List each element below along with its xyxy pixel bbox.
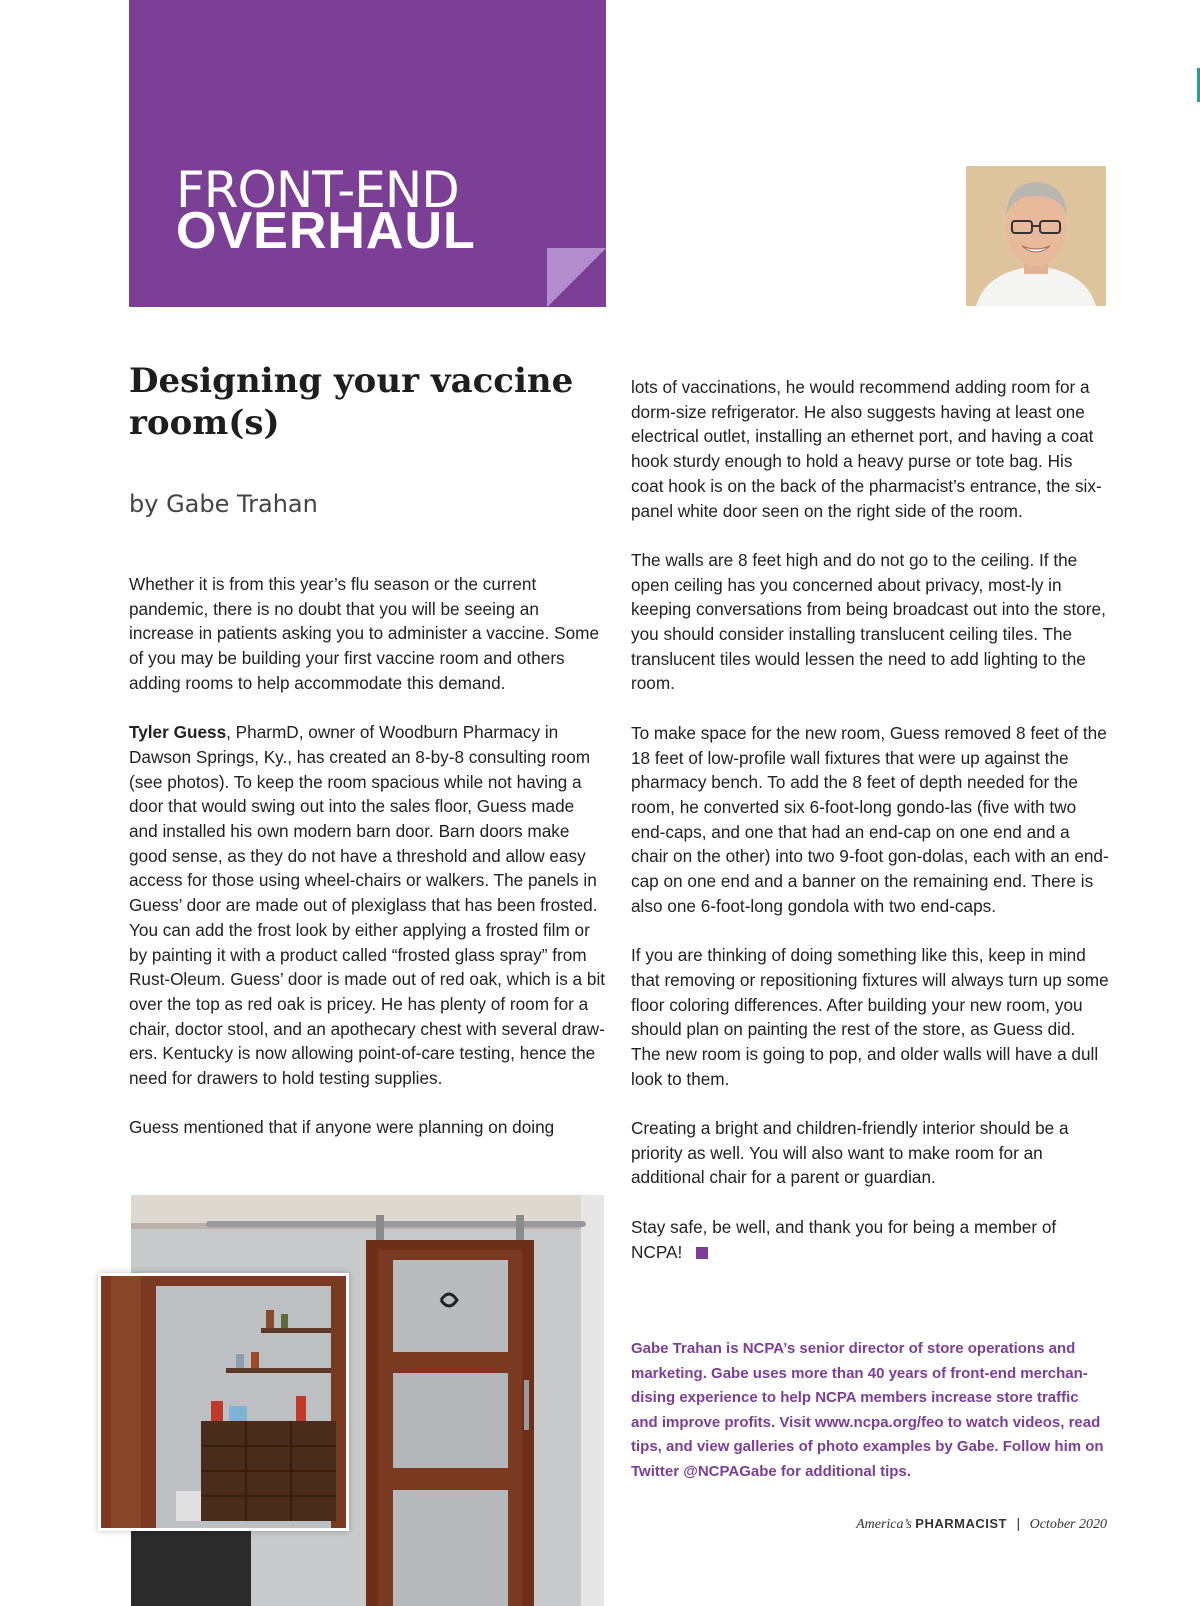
department-title: OVERHAUL [176, 202, 476, 260]
article-paragraph: To make space for the new room, Guess removed 8 feet of the 18 feet of low-profile wall fixtures that were up against the pharmacy bench. To add the 8 feet of depth needed for the room, he converted six 6-foot-long gondo-las (five with two end-caps, and one that had an end-cap on one end and a chair on the other) into two 9-foot gon-dolas, each with an end-cap on one end and a banner on the remaining end. There is also one 6-foot-long gondola with two end-caps. [631, 722, 1109, 916]
department-kicker: FRONT-END [176, 161, 459, 219]
footer-issue-date: October 2020 [1029, 1517, 1107, 1532]
article-paragraph: lots of vaccinations, he would recommend adding room for a dorm-size refrigerator. He also suggests having at least one electrical outlet, installing an ethernet port, and having a coat hook sturdy enough to hold a heavy purse or tote bag. His coat hook is on the back of the pharmacist’s entrance, the six-panel white door seen on the right side of the room. [631, 377, 1102, 521]
footer-separator: | [1016, 1515, 1021, 1531]
article-paragraph: If you are thinking of doing something like this, keep in mind that removing or repositioning fixtures will always turn up some floor coloring differences. After building your new room, you should plan on painting the rest of the store, as Guess did. The new room is going to pop, and older walls will have a dull look to them. [631, 945, 1109, 1089]
department-banner [129, 0, 606, 307]
article-paragraph: Creating a bright and children-friendly interior should be a priority as well. You will also want to make room for an additional chair for a parent or guardian. [631, 1118, 1069, 1188]
article-column-left [129, 572, 607, 1165]
apothecary-chest-photo [98, 1273, 349, 1531]
page-fold-corner [547, 248, 606, 307]
paragraph-text: , PharmD, owner of Woodburn Pharmacy in Dawson Springs, Ky., has created an 8-by-8 consulting room (see photos). To keep the room spacious while not having a door that would swing out into the sales floor, Guess made and installed his own modern barn door. Barn doors make good sense, as they do not have a threshold and allow easy access for those using wheel-chairs or walkers. The panels in Guess’ door are made out of plexiglass that has been frosted. You can add the frost look by either applying a frosted film or by painting it with a product called “frosted glass spray” from Rust-Oleum. Guess’ door is made out of red oak, which is a bit over the top as red oak is pricey. He has plenty of room for a chair, doctor stool, and an apothecary chest with several draw-ers. Kentucky is now allowing point-of-care testing, hence the need for drawers to hold testing supplies. [129, 722, 606, 1089]
article-paragraph: The walls are 8 feet high and do not go to the ceiling. If the open ceiling has you concerned about privacy, most-ly in keeping conversations from being broadcast out into the store, you should consider installing translucent ceiling tiles. The translucent tiles would lessen the need to add lighting to the room. [631, 549, 1106, 694]
article-paragraph: Guess mentioned that if anyone were planning on doing [129, 1117, 555, 1138]
author-portrait-image [966, 166, 1106, 306]
article-paragraph: Whether it is from this year’s flu season or the current pandemic, there is no doubt that you will be seeing an increase in patients asking you to administer a vaccine. Some of you may be building your first vaccine room and others adding rooms to help accommodate this demand. [129, 574, 600, 693]
article-closing [631, 1215, 1109, 1264]
author-bio: Gabe Trahan is NCPA’s senior director of store operations and marketing. Gabe uses more than 40 years of front-end merchan-dising experience to help NCPA members increase store traffic and improve profits. Visit www.ncpa.org/feo to watch videos, read tips, and view galleries of photo examples by Gabe. Follow him on Twitter @NCPAGabe for additional tips. [631, 1340, 1104, 1480]
footer-magazine-name: PHARMACIST [915, 1516, 1007, 1531]
profile-name: Tyler Guess [129, 722, 227, 743]
apothecary-chest-image [101, 1276, 346, 1528]
closing-text: Stay safe, be well, and thank you for being a member of NCPA! [631, 1216, 1057, 1262]
article-headline: Designing your vaccine room(s) [129, 361, 574, 443]
author-headshot [966, 166, 1106, 306]
article-column-right [631, 375, 1109, 1289]
article-paragraph [129, 720, 607, 1091]
page-footer [856, 1515, 1107, 1533]
end-of-article-square [696, 1247, 708, 1259]
article-byline: by Gabe Trahan [129, 490, 318, 518]
footer-magazine-prefix: America’s [856, 1517, 912, 1532]
